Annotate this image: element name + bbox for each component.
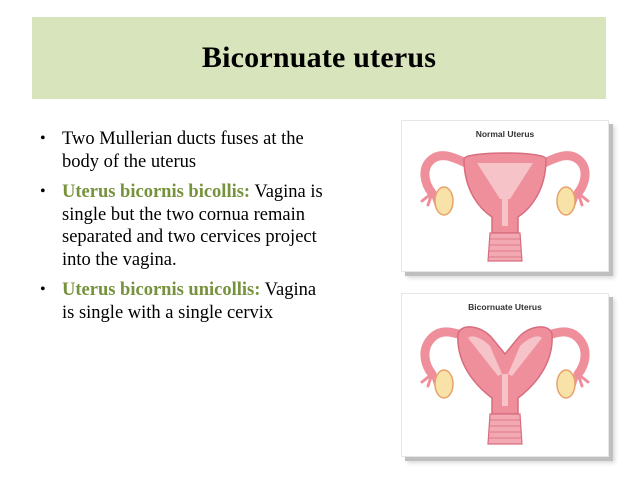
bullet-highlight: Uterus bicornis unicollis: xyxy=(62,280,261,300)
bullet-text: Vagina is single with a single cervix xyxy=(62,280,317,323)
bicornuate-uterus-caption: Bicornuate Uterus xyxy=(468,302,542,312)
bullet-text: Two Mullerian ducts fuses at the body of the uterus xyxy=(62,129,304,172)
bicornuate-uterus-illustration xyxy=(402,294,608,456)
bullet-dot-icon: • xyxy=(40,183,46,200)
bullet-item xyxy=(40,181,330,271)
normal-uterus-illustration xyxy=(402,121,608,271)
bullet-item xyxy=(40,279,330,324)
bullet-list xyxy=(40,128,330,332)
bullet-dot-icon: • xyxy=(40,281,46,298)
bullet-text: Vagina is single but the two cornua remain separated and two cervices project into the vagina. xyxy=(62,182,323,270)
slide-title: Bicornuate uterus xyxy=(201,41,437,74)
bicornuate-uterus-figure xyxy=(401,293,609,457)
normal-uterus-caption: Normal Uterus xyxy=(475,129,535,139)
normal-uterus-figure xyxy=(401,120,609,272)
bullet-highlight: Uterus bicornis bicollis: xyxy=(62,182,251,202)
title-bar xyxy=(32,17,606,99)
bullet-dot-icon: • xyxy=(40,130,46,147)
bullet-item xyxy=(40,128,330,173)
